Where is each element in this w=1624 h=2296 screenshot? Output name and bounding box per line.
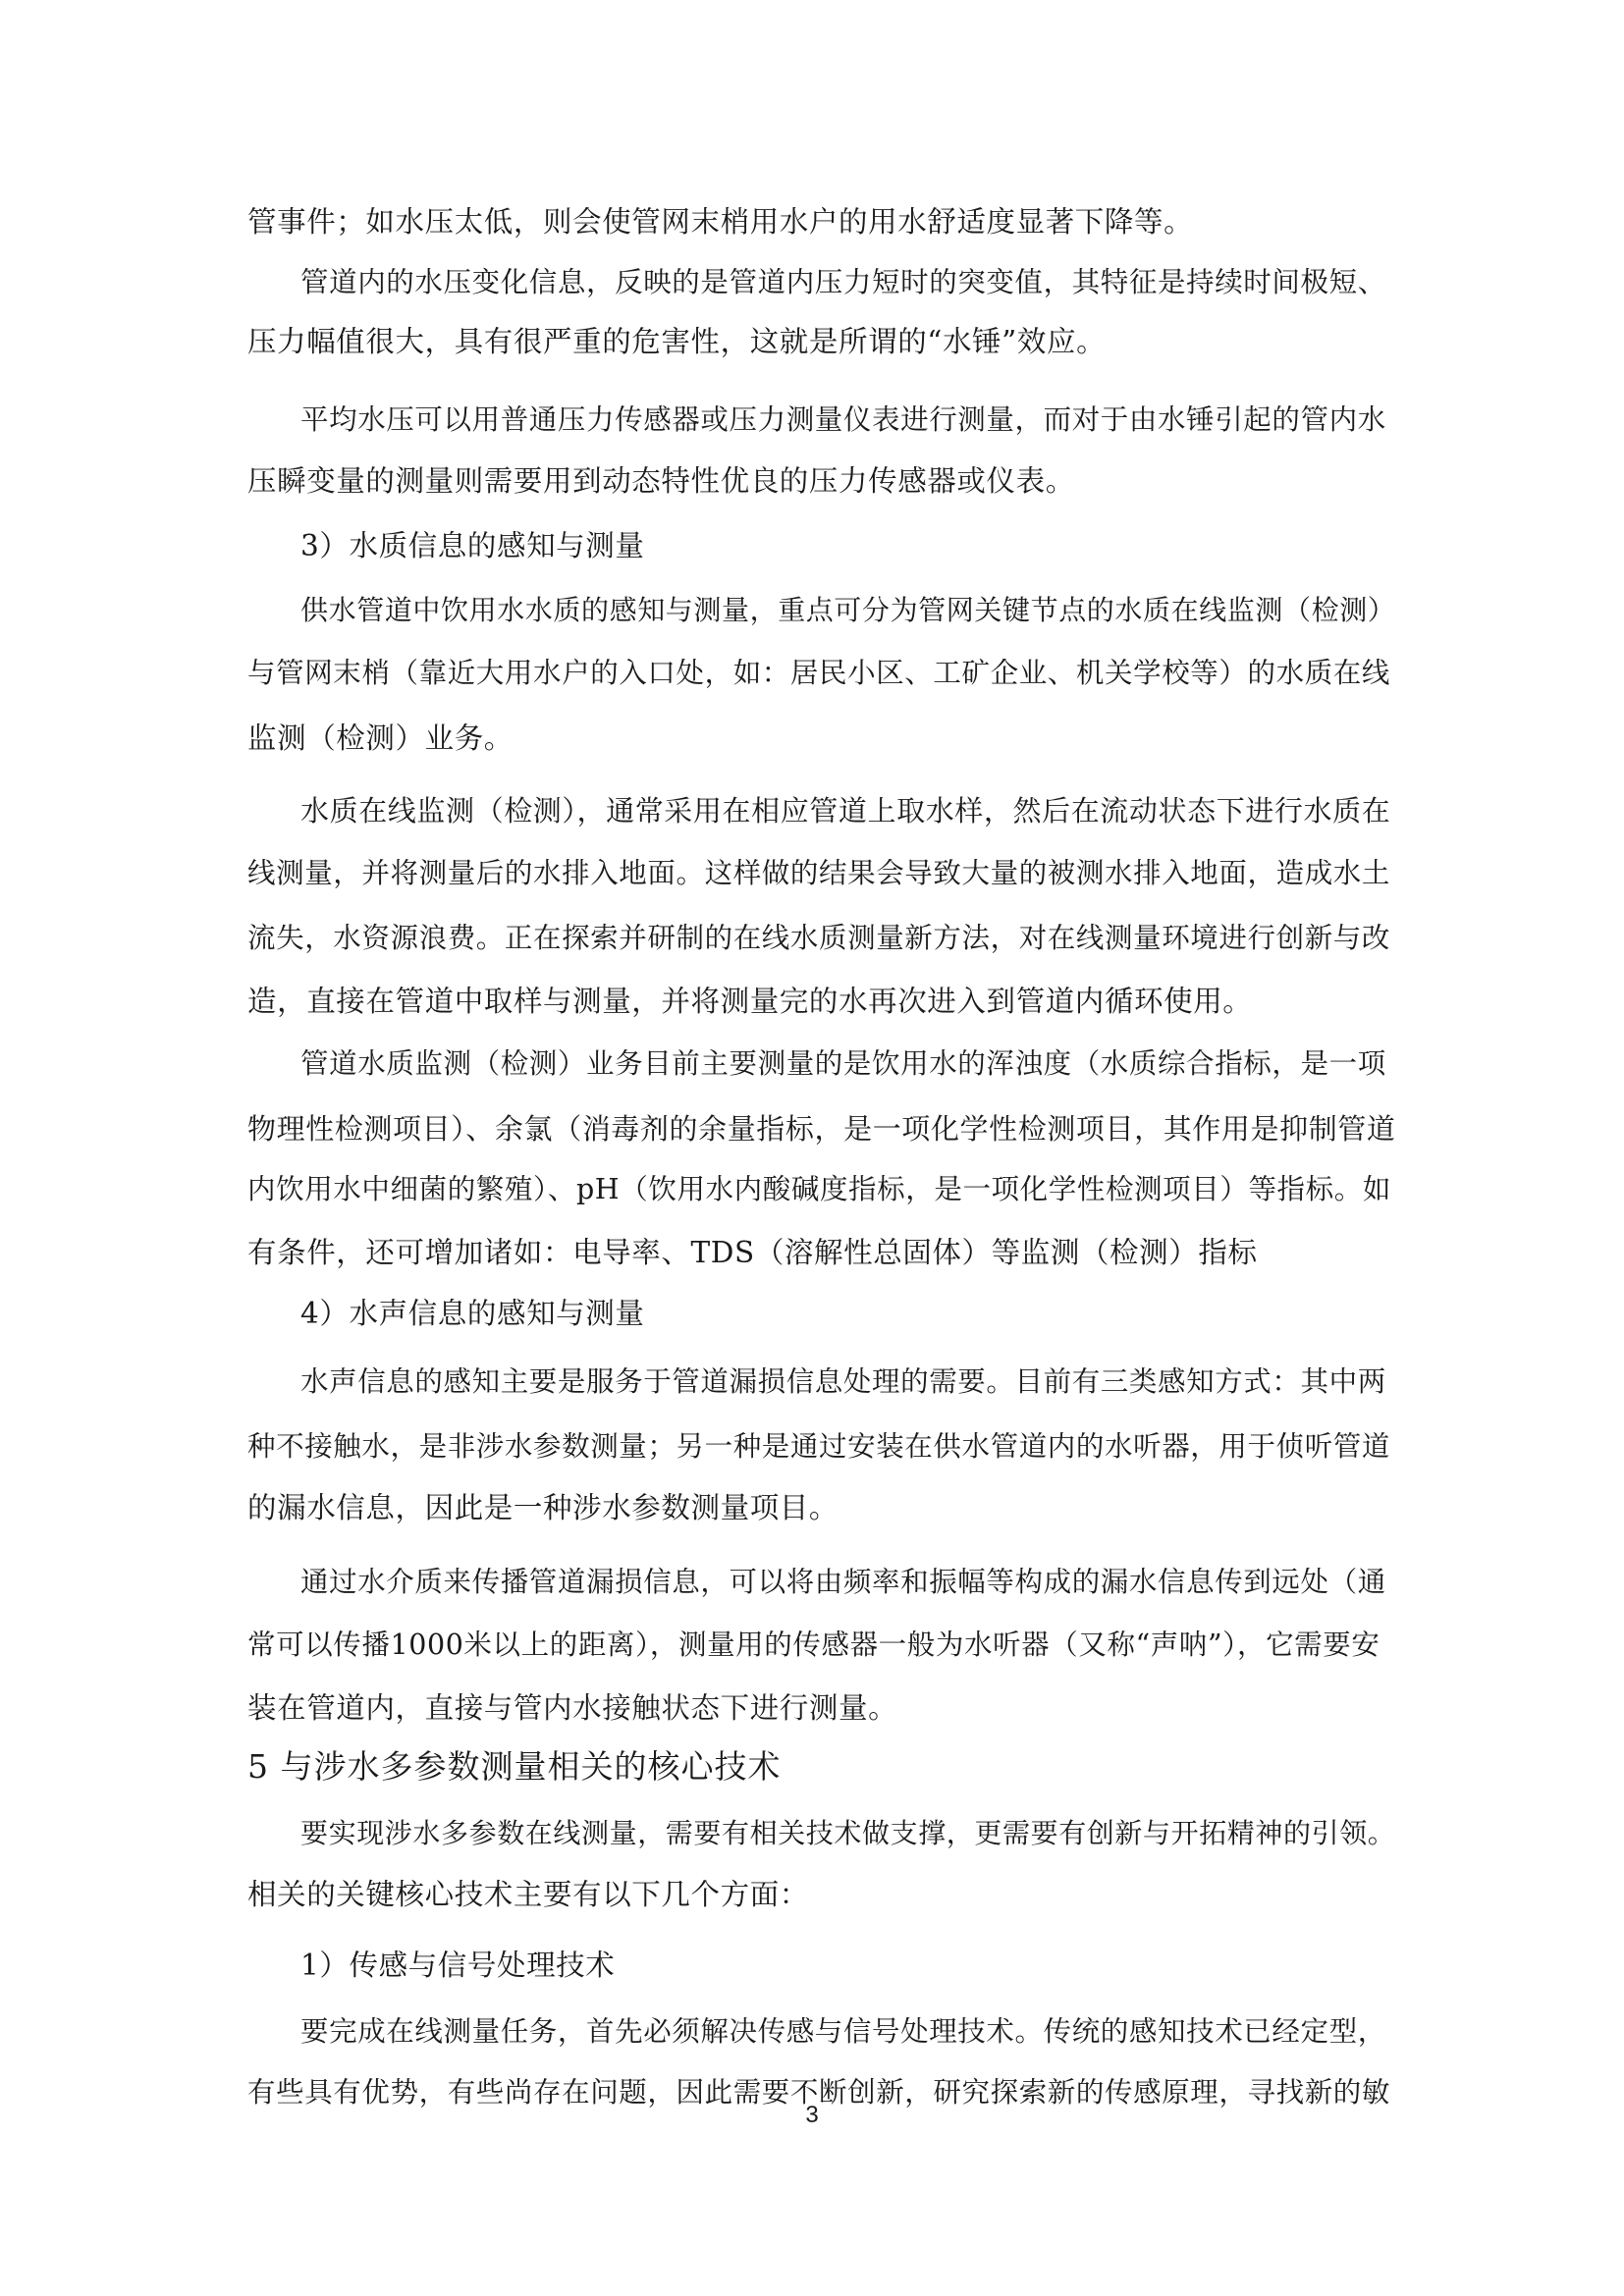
text-line: 流失，水资源浪费。正在探索并研制的在线水质测量新方法，对在线测量环境进行创新与改 — [247, 922, 1391, 954]
text-line: 通过水介质来传播管道漏损信息，可以将由频率和振幅等构成的漏水信息传到远处（通 — [300, 1566, 1386, 1598]
subsection-title: 1）传感与信号处理技术 — [300, 1949, 616, 1982]
text-line: 平均水压可以用普通压力传感器或压力测量仪表进行测量，而对于由水锤引起的管内水 — [300, 403, 1386, 436]
text-line: 装在管道内，直接与管内水接触状态下进行测量。 — [247, 1691, 898, 1725]
text-line: 常可以传播1000米以上的距离），测量用的传感器一般为水听器（又称“声呐”），它需要安 — [247, 1629, 1380, 1661]
text-line: 相关的关键核心技术主要有以下几个方面： — [247, 1878, 809, 1911]
text-line: 管道内的水压变化信息，反映的是管道内压力短时的突变值，其特征是持续时间极短、 — [300, 266, 1386, 298]
section-heading: 5 与涉水多参数测量相关的核心技术 — [247, 1747, 782, 1786]
text-line: 管道水质监测（检测）业务目前主要测量的是饮用水的浑浊度（水质综合指标，是一项 — [300, 1047, 1386, 1080]
text-line: 的漏水信息，因此是一种涉水参数测量项目。 — [247, 1491, 839, 1524]
text-line: 要实现涉水多参数在线测量，需要有相关技术做支撑，更需要有创新与开拓精神的引领。 — [300, 1817, 1396, 1849]
text-line: 压瞬变量的测量则需要用到动态特性优良的压力传感器或仪表。 — [247, 464, 1075, 498]
text-line: 与管网末梢（靠近大用水户的入口处，如：居民小区、工矿企业、机关学校等）的水质在线 — [247, 657, 1391, 689]
text-line: 供水管道中饮用水水质的感知与测量，重点可分为管网关键节点的水质在线监测（检测） — [300, 594, 1396, 626]
text-line: 水声信息的感知主要是服务于管道漏损信息处理的需要。目前有三类感知方式：其中两 — [300, 1365, 1386, 1398]
text-line: 物理性检测项目）、余氯（消毒剂的余量指标，是一项化学性检测项目，其作用是抑制管道 — [247, 1112, 1396, 1146]
text-line: 种不接触水，是非涉水参数测量；另一种是通过安装在供水管道内的水听器，用于侦听管道 — [247, 1430, 1391, 1463]
text-line: 有条件，还可增加诸如：电导率、TDS（溶解性总固体）等监测（检测）指标 — [247, 1236, 1258, 1269]
text-line: 要完成在线测量任务，首先必须解决传感与信号处理技术。传统的感知技术已经定型， — [300, 2015, 1386, 2048]
text-line: 造，直接在管道中取样与测量，并将测量完的水再次进入到管道内循环使用。 — [247, 985, 1253, 1018]
text-line: 内饮用水中细菌的繁殖）、pH（饮用水内酸碱度指标，是一项化学性检测项目）等指标。如 — [247, 1173, 1391, 1205]
text-line: 水质在线监测（检测），通常采用在相应管道上取水样，然后在流动状态下进行水质在 — [300, 794, 1391, 828]
text-line: 压力幅值很大，具有很严重的危害性，这就是所谓的“水锤”效应。 — [247, 325, 1107, 358]
text-line: 有些具有优势，有些尚存在问题，因此需要不断创新，研究探索新的传感原理，寻找新的敏 — [247, 2076, 1391, 2109]
text-line: 线测量，并将测量后的水排入地面。这样做的结果会导致大量的被测水排入地面，造成水土 — [247, 857, 1391, 889]
text-line: 管事件；如水压太低，则会使管网末梢用水户的用水舒适度显著下降等。 — [247, 205, 1194, 239]
subsection-title: 4）水声信息的感知与测量 — [300, 1297, 645, 1330]
subsection-title: 3）水质信息的感知与测量 — [300, 529, 645, 562]
page-number: 3 — [805, 2102, 819, 2128]
text-line: 监测（检测）业务。 — [247, 721, 514, 755]
